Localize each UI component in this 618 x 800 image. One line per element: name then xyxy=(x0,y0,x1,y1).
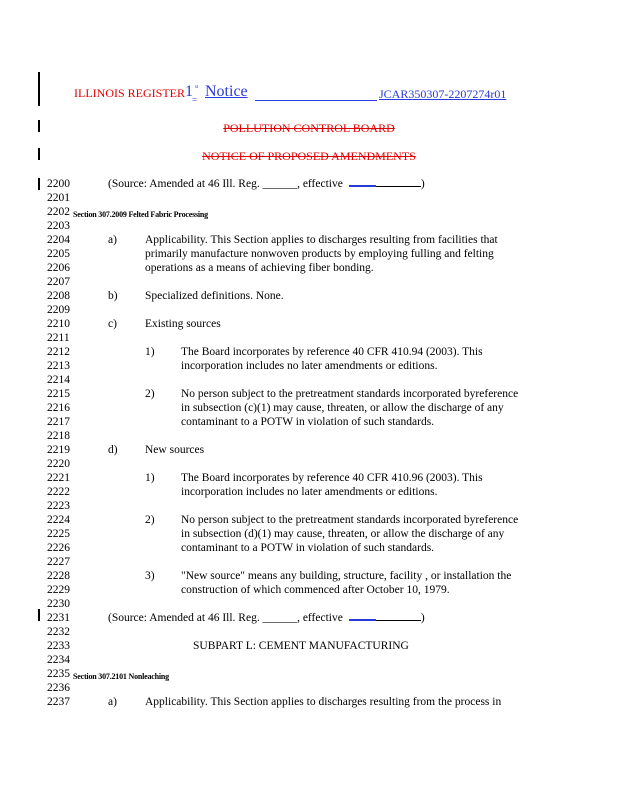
line-text: Applicability. This Section applies to discharges resulting from the process in xyxy=(145,696,502,708)
line-number: 2210 xyxy=(47,318,70,330)
line-text: "New source" means any building, structure, facility , or installation the xyxy=(181,570,512,582)
item-label: a) xyxy=(108,234,117,246)
body-text xyxy=(145,248,494,262)
notice-number-suffix: st xyxy=(195,85,199,90)
change-bar xyxy=(38,178,40,190)
line-text: (Source: Amended at 46 Ill. Reg. ______, effective xyxy=(108,612,343,624)
body-text xyxy=(145,262,374,276)
line-text: contaminant to a POTW in violation of such standards. xyxy=(181,542,435,554)
body-text xyxy=(181,388,518,402)
line-number: 2234 xyxy=(47,654,70,666)
line-number: 2206 xyxy=(47,262,70,274)
item-label: d) xyxy=(108,444,118,456)
line-number: 2212 xyxy=(47,346,70,358)
line-text: incorporation includes no later amendments or editions. xyxy=(181,486,438,498)
effective-date-blank-line xyxy=(376,185,421,187)
notice-mark: = xyxy=(192,95,198,105)
section-heading: Section 307.2101 Nonleaching xyxy=(73,672,169,681)
line-text: No person subject to the pretreatment standards incorporated byreference xyxy=(181,514,519,526)
line-number: 2216 xyxy=(47,402,70,414)
line-number: 2226 xyxy=(47,542,70,554)
line-text: No person subject to the pretreatment standards incorporated byreference xyxy=(181,388,519,400)
closing-paren: ) xyxy=(420,612,425,624)
line-number: 2236 xyxy=(47,682,70,694)
line-number: 2202 xyxy=(47,206,70,218)
subpart-heading xyxy=(193,640,409,654)
body-text xyxy=(181,528,504,542)
body-text xyxy=(145,290,284,304)
line-text: Existing sources xyxy=(145,318,221,330)
item-label: b) xyxy=(108,290,118,302)
line-number: 2203 xyxy=(47,220,70,232)
line-text: in subsection (c)(1) may cause, threaten, or allow the discharge of any xyxy=(181,402,504,414)
line-text: primarily manufacture nonwoven products by employing fulling and felting xyxy=(145,248,494,260)
line-number: 2228 xyxy=(47,570,70,582)
line-number: 2218 xyxy=(47,430,70,442)
line-number: 2219 xyxy=(47,444,70,456)
line-text: incorporation includes no later amendments or editions. xyxy=(181,360,438,372)
line-text: Specialized definitions. None. xyxy=(145,290,284,302)
notice-number: 1 xyxy=(185,83,193,100)
item-label: 3) xyxy=(145,570,155,582)
item-label: 1) xyxy=(145,346,155,358)
line-number: 2224 xyxy=(47,514,70,526)
line-number: 2223 xyxy=(47,500,70,512)
body-text xyxy=(181,514,518,528)
line-number: 2225 xyxy=(47,528,70,540)
line-number: 2205 xyxy=(47,248,70,260)
source-note xyxy=(108,178,425,192)
line-text: The Board incorporates by reference 40 CFR 410.96 (2003). This xyxy=(181,472,483,484)
line-text: contaminant to a POTW in violation of such standards. xyxy=(181,416,435,428)
line-number: 2235 xyxy=(47,668,70,680)
body-text xyxy=(145,318,221,332)
line-number: 2221 xyxy=(47,472,70,484)
board-title: POLLUTION CONTROL BOARD xyxy=(223,121,395,135)
jcar-code: JCAR350307-2207274r01 xyxy=(379,87,507,101)
line-text: (Source: Amended at 46 Ill. Reg. ______, effective xyxy=(108,178,343,190)
item-label: a) xyxy=(108,696,117,708)
line-text: The Board incorporates by reference 40 CFR 410.94 (2003). This xyxy=(181,346,483,358)
header-underline xyxy=(255,100,377,101)
line-number: 2232 xyxy=(47,626,70,638)
line-number: 2222 xyxy=(47,486,70,498)
line-number: 2207 xyxy=(47,276,70,288)
line-text: operations as a means of achieving fiber bonding. xyxy=(145,262,374,274)
body-text xyxy=(145,234,498,248)
change-bar xyxy=(38,609,40,621)
line-text: construction of which commenced after October 10, 1979. xyxy=(181,584,450,596)
line-number: 2217 xyxy=(47,416,70,428)
body-text xyxy=(181,486,437,500)
body-text xyxy=(181,584,450,598)
line-text: New sources xyxy=(145,444,205,456)
line-number: 2231 xyxy=(47,612,70,624)
line-number: 2208 xyxy=(47,290,70,302)
section-heading: Section 307.2009 Felted Fabric Processing xyxy=(73,210,208,219)
register-name: ILLINOIS REGISTER xyxy=(74,86,185,100)
line-number: 2200 xyxy=(47,178,70,190)
line-number: 2229 xyxy=(47,584,70,596)
line-number: 2209 xyxy=(47,304,70,316)
notice-label: Notice xyxy=(205,83,248,100)
line-number: 2204 xyxy=(47,234,70,246)
effective-date-blank xyxy=(349,184,376,187)
source-note xyxy=(108,612,425,626)
item-label: 2) xyxy=(145,388,155,400)
item-label: 2) xyxy=(145,514,155,526)
effective-date-blank xyxy=(349,618,376,621)
notice-title: NOTICE OF PROPOSED AMENDMENTS xyxy=(202,149,416,163)
body-text xyxy=(181,542,434,556)
body-text xyxy=(181,402,504,416)
line-text: Applicability. This Section applies to discharges resulting from facilities that xyxy=(145,234,498,246)
closing-paren: ) xyxy=(420,178,425,190)
body-text xyxy=(145,444,204,458)
body-text xyxy=(181,570,511,584)
change-bar xyxy=(38,72,40,106)
body-text xyxy=(181,472,483,486)
line-text: in subsection (d)(1) may cause, threaten, or allow the discharge of any xyxy=(181,528,505,540)
line-number: 2215 xyxy=(47,388,70,400)
line-number: 2233 xyxy=(47,640,70,652)
item-label: c) xyxy=(108,318,117,330)
line-text: SUBPART L: CEMENT MANUFACTURING xyxy=(193,640,409,652)
line-number: 2220 xyxy=(47,458,70,470)
item-label: 1) xyxy=(145,472,155,484)
line-number: 2211 xyxy=(47,332,70,344)
body-text xyxy=(181,416,434,430)
line-number: 2230 xyxy=(47,598,70,610)
body-text xyxy=(181,360,437,374)
line-number: 2213 xyxy=(47,360,70,372)
line-number: 2237 xyxy=(47,696,70,708)
body-text xyxy=(181,346,483,360)
line-number: 2201 xyxy=(47,192,70,204)
body-text xyxy=(145,696,501,710)
line-number: 2214 xyxy=(47,374,70,386)
line-number: 2227 xyxy=(47,556,70,568)
register-header xyxy=(74,83,514,113)
effective-date-blank-line xyxy=(376,619,421,621)
